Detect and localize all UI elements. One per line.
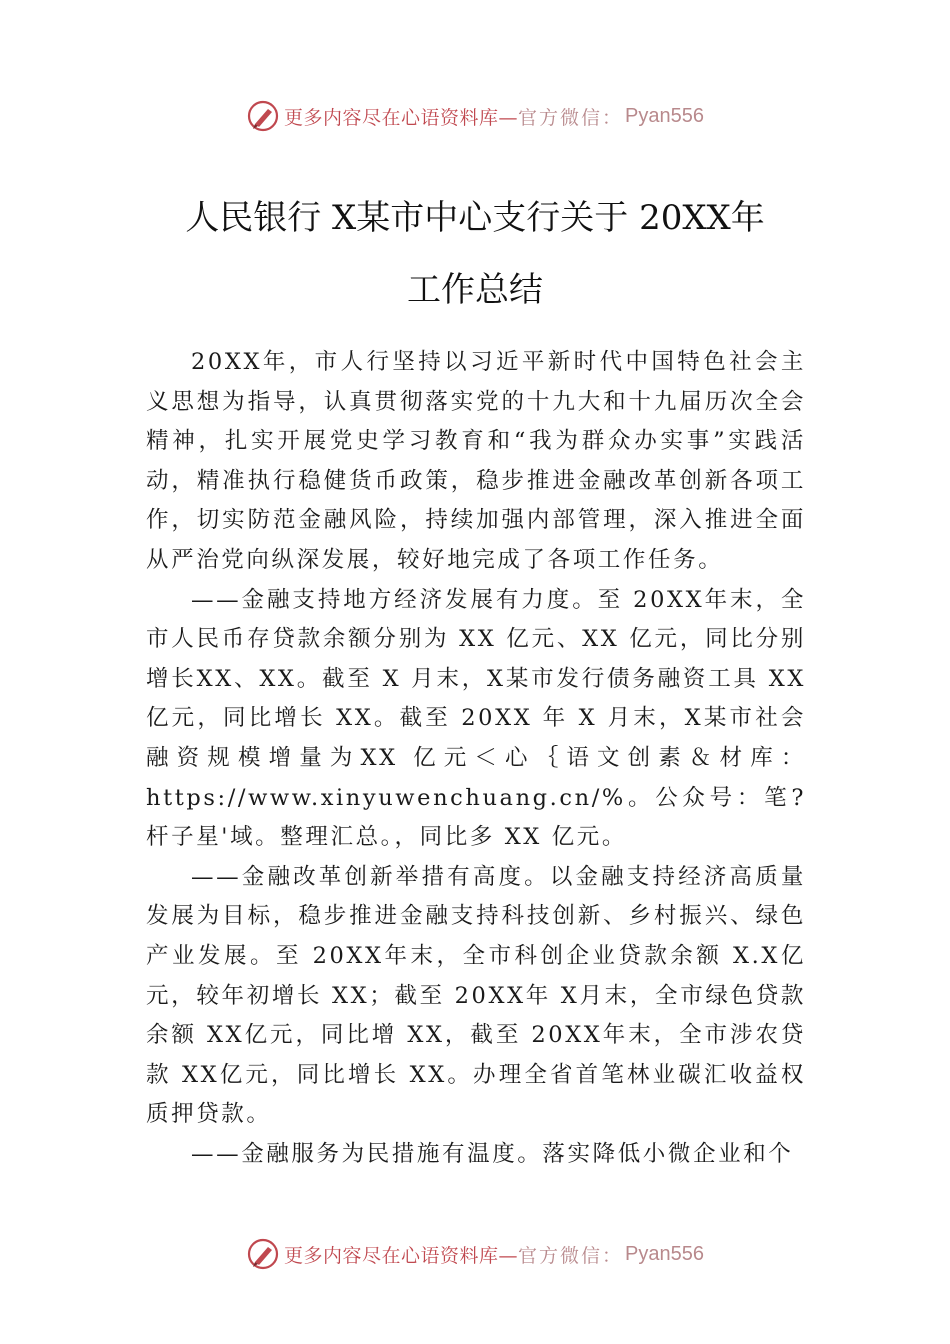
banner-wechat-label: 官方微信： [518,106,624,129]
paragraph-service: ——金融服务为民措施有温度。落实降低小微企业和个 [191,1140,794,1167]
banner-text: 更多内容尽在心语资料库— [284,106,519,129]
banner-wechat-id: Pyan556 [625,1242,704,1265]
banner-text: 更多内容尽在心语资料库— [284,1244,519,1267]
banner-wechat-id: Pyan556 [625,104,704,127]
paragraph-intro: 20XX年，市人行坚持以习近平新时代中国特色社会主义思想为指导，认真贯彻落实党的十九大和十九届历次全会精神，扎实开展党史学习教育和“我为群众办实事”实践活动，精准执行稳健货币政策，稳步推进金融改革创新各项工作，切实防范金融风险，持续加强内部管理，深入推进全面从严治党向纵深发展，较好地完成了各项工作任务。 [146,349,806,573]
footer-watermark-banner [0,1234,950,1274]
document-body [146,343,806,1174]
title-line-1: 人民银行 X某市中心支行关于 20XX年 [185,198,765,238]
pen-logo-icon [246,99,280,133]
paragraph-economy: ——金融支持地方经济发展有力度。至 20XX年末，全市人民币存贷款余额分别为 XX 亿元、XX 亿元，同比分别增长XX、XX。截至 X 月末，X某市发行债务融资工具 XX亿元，同比增长 XX。截至 20XX 年 X 月末，X某市社会融资规模增量为XX 亿元＜心｛语文创素＆材库：https://www.xinyuwenchuang.cn/%。公众号：笔?杆子星'域。整理汇总。，同比多 XX 亿元。 [146,586,806,851]
title-line-2: 工作总结 [407,270,543,310]
header-watermark-banner [0,96,950,136]
banner-wechat-label: 官方微信： [518,1244,624,1267]
pen-logo-icon [246,1237,280,1271]
paragraph-reform: ——金融改革创新举措有高度。以金融支持经济高质量发展为目标，稳步推进金融支持科技创新、乡村振兴、绿色产业发展。至 20XX年末，全市科创企业贷款余额 X.X亿元，较年初增长 XX；截至 20XX年 X月末，全市绿色贷款余额 XX亿元，同比增 XX，截至 20XX年末，全市涉农贷款 XX亿元，同比增长 XX。办理全省首笔林业碳汇收益权质押贷款。 [146,863,806,1128]
document-title [0,182,950,326]
